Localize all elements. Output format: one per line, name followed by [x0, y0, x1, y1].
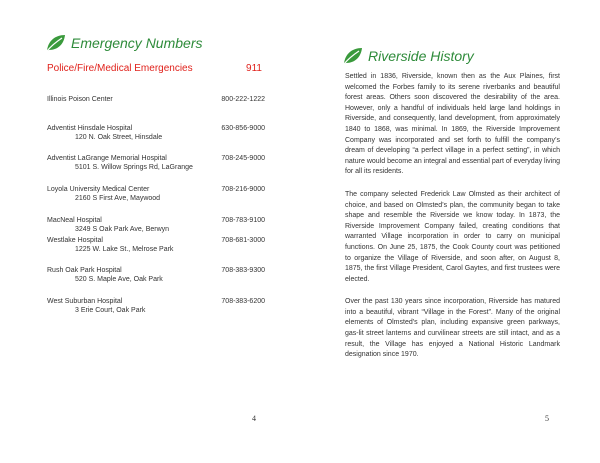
- contact-phone: 708-783-9100: [221, 217, 265, 224]
- contact-phone: 708-216-9000: [221, 186, 265, 193]
- contact-entry: [47, 298, 265, 314]
- riverside-history-heading: [342, 46, 474, 66]
- history-paragraph: Over the past 130 years since incorporation, Riverside has matured into a beautiful, vibrant “Village in the Forest”. Many of the original elements of Olmsted’s plan, including expansive green parkways, gas-lit street lanterns and curvilinear streets are still intact, and as a result, the Village has enjoyed a National Historic Landmark designation since 1970.: [345, 298, 560, 359]
- contact-address: 520 S. Maple Ave, Oak Park: [75, 276, 163, 283]
- contact-address: 3249 S Oak Park Ave, Berwyn: [75, 226, 170, 233]
- contact-name: MacNeal Hospital: [47, 217, 102, 224]
- contact-name: Rush Oak Park Hospital: [47, 267, 122, 274]
- contact-entry: [47, 267, 265, 283]
- history-paragraph: Settled in 1836, Riverside, known then as the Aux Plaines, first welcomed the Forbes family to its serene riverbanks and beautiful forest areas. Others soon discovered the desirability of the area. However, only a handful of individuals held large land holdings in Riverside, and consequently, land development, from approximately 1840 to 1868, was minimal. In 1869, the Riverside Improvement Company was incorporated and set forth to fulfill the company’s dream of developing “a perfect village in a perfect setting”, in which nature would become an integral and essential part of everyday living for all its residents.: [345, 73, 560, 176]
- page-title: Emergency Numbers: [71, 35, 203, 51]
- contact-entry: [47, 186, 265, 202]
- emergency-number: 911: [246, 63, 262, 74]
- contact-address: 1225 W. Lake St., Melrose Park: [75, 246, 174, 253]
- contact-name: Adventist LaGrange Memorial Hospital: [47, 155, 167, 162]
- contact-entry: [47, 237, 265, 253]
- history-paragraph: The company selected Frederick Law Olmsted as their architect of choice, and based on Olmsted’s plan, the community began to take shape and resemble the Riverside we know today. In 1873, the Riverside Improvement Company failed, creating conditions that warranted Village incorporation in order to carry on municipal functions. On June 25, 1875, the Cook County court was petitioned to organize the Village of Riverside, and soon after, on August 8, 1875, the first Village President, Carol Gaytes, and first trustees were elected.: [345, 190, 560, 283]
- contact-phone: 708-245-9000: [221, 155, 265, 162]
- right-page: [300, 0, 600, 463]
- page-title: Riverside History: [368, 48, 474, 64]
- contact-name: Loyola University Medical Center: [47, 186, 150, 193]
- contact-entry: [47, 125, 265, 141]
- contact-address: 120 N. Oak Street, Hinsdale: [75, 134, 163, 141]
- contact-name: West Suburban Hospital: [47, 298, 123, 305]
- contact-address: 2160 S First Ave, Maywood: [75, 195, 161, 202]
- contact-entry: [47, 155, 265, 171]
- leaf-icon: [45, 33, 67, 53]
- contact-phone: 708-383-9300: [221, 267, 265, 274]
- contact-entry: [47, 96, 265, 103]
- contact-phone: 708-681-3000: [221, 237, 265, 244]
- contact-phone: 630-856-9000: [221, 125, 265, 132]
- contact-phone: 800-222-1222: [221, 96, 265, 103]
- emergency-numbers-heading: [45, 33, 203, 53]
- contact-name: Adventist Hinsdale Hospital: [47, 125, 133, 132]
- page-number: 4: [252, 414, 256, 423]
- leaf-icon: [342, 46, 364, 66]
- contact-phone: 708-383-6200: [221, 298, 265, 305]
- contact-entry: [47, 217, 265, 233]
- emergency-line: [47, 63, 262, 74]
- emergency-label: Police/Fire/Medical Emergencies: [47, 63, 193, 74]
- page-number: 5: [545, 414, 549, 423]
- contact-address: 5101 S. Willow Springs Rd, LaGrange: [75, 164, 193, 171]
- history-text: [345, 72, 560, 373]
- contact-address: 3 Erie Court, Oak Park: [75, 307, 146, 314]
- contact-name: Illinois Poison Center: [47, 96, 113, 103]
- contact-name: Westlake Hospital: [47, 237, 103, 244]
